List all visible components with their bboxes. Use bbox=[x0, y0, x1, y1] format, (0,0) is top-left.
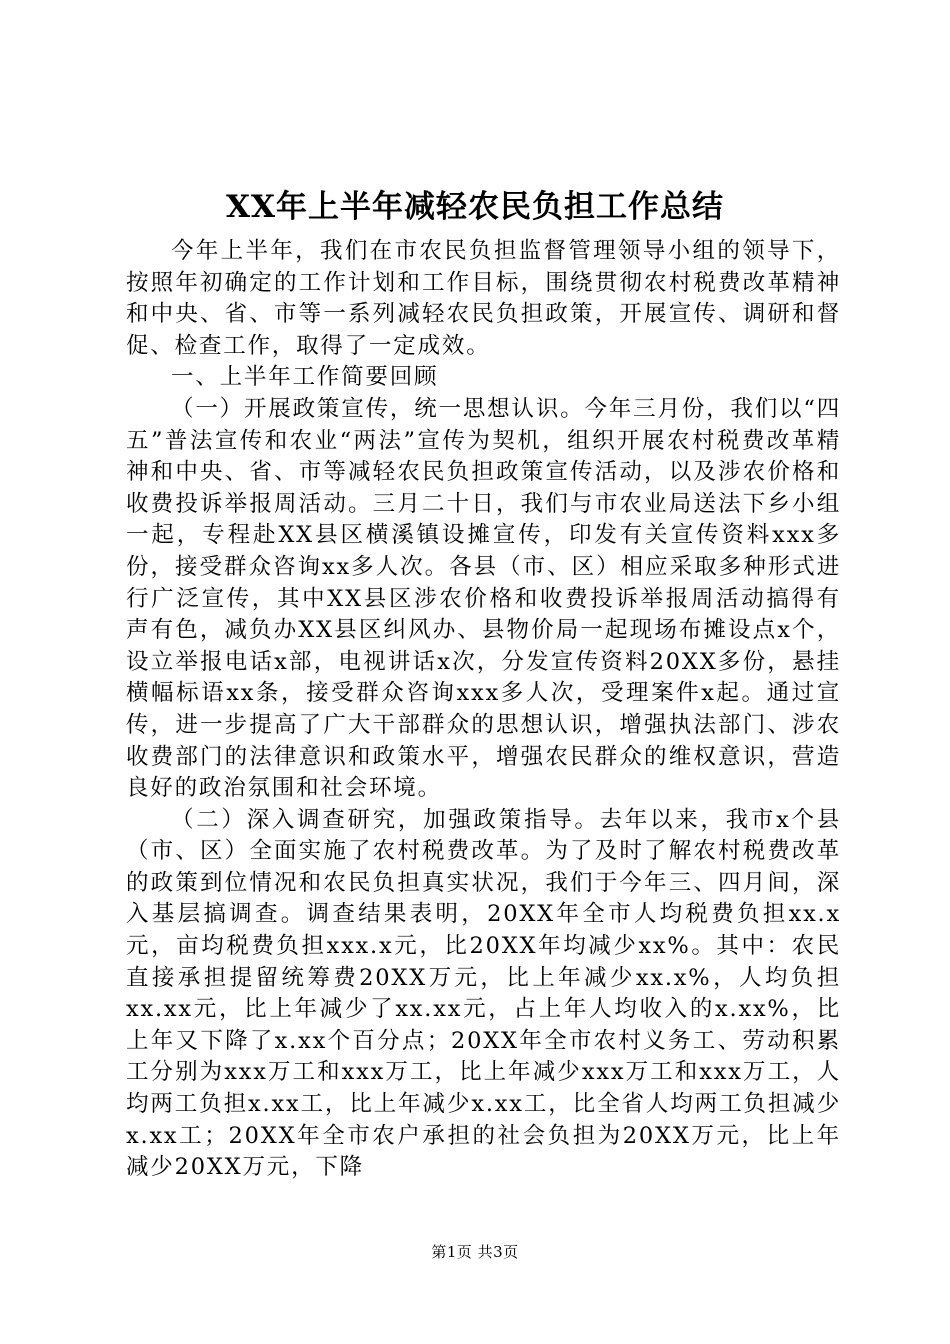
intro-paragraph: 今年上半年，我们在市农民负担监督管理领导小组的领导下，按照年初确定的工作计划和工作目标，围绕贯彻农村税费改革精神和中央、省、市等一系列减轻农民负担政策，开展宣传、调研和督促、检查工作，取得了一定成效。 bbox=[126, 238, 841, 359]
body-paragraph: （一）开展政策宣传，统一思想认识。今年三月份，我们以“四五”普法宣传和农业“两法”宣传为契机，组织开展农村税费改革精神和中央、省、市等减轻农民负担政策宣传活动，以及涉农价格和收费投诉举报周活动。三月二十日，我们与市农业局送法下乡小组一起，专程赴XX县区横溪镇设摊宣传，印发有关宣传资料xxx多份，接受群众咨询xx多人次。各县（市、区）相应采取多种形式进行广泛宣传，其中XX县区涉农价格和收费投诉举报周活动搞得有声有色，减负办XX县区纠风办、县物价局一起现场布摊设点x个，设立举报电话x部，电视讲话x次，分发宣传资料20XX多份，悬挂横幅标语xx条，接受群众咨询xxx多人次，受理案件x起。通过宣传，进一步提高了广大干部群众的思想认识，增强执法部门、涉农收费部门的法律意识和政策水平，增强农民群众的维权意识，营造良好的政治氛围和社会环境。 bbox=[126, 395, 841, 802]
page-number-footer: 第1页 共3页 bbox=[431, 1243, 519, 1261]
section-heading: 一、上半年工作简要回顾 bbox=[171, 364, 439, 391]
body-paragraph: （二）深入调查研究，加强政策指导。去年以来，我市x个县（市、区）全面实施了农村税费改革。为了及时了解农村税费改革的政策到位情况和农民负担真实状况，我们于今年三、四月间，深入基层搞调查。调查结果表明，20XX年全市人均税费负担xx.x元，亩均税费负担xxx.x元，比20XX年均减少xx%。其中：农民直接承担提留统筹费20XX万元，比上年减少xx.x%，人均负担xx.xx元，比上年减少了xx.xx元，占上年人均收入的x.xx%，比上年又下降了x.xx个百分点；20XX年全市农村义务工、劳动积累工分别为xxx万工和xxx万工，比上年减少xxx万工和xxx万工，人均两工负担x.xx工，比上年减少x.xx工，比全省人均两工负担减少x.xx工；20XX年全市农户承担的社会负担为20XX万元，比上年减少20XX万元，下降 bbox=[126, 806, 841, 1181]
document-title: XX年上半年减轻农民负担工作总结 bbox=[225, 189, 725, 225]
document-body bbox=[126, 236, 841, 1184]
